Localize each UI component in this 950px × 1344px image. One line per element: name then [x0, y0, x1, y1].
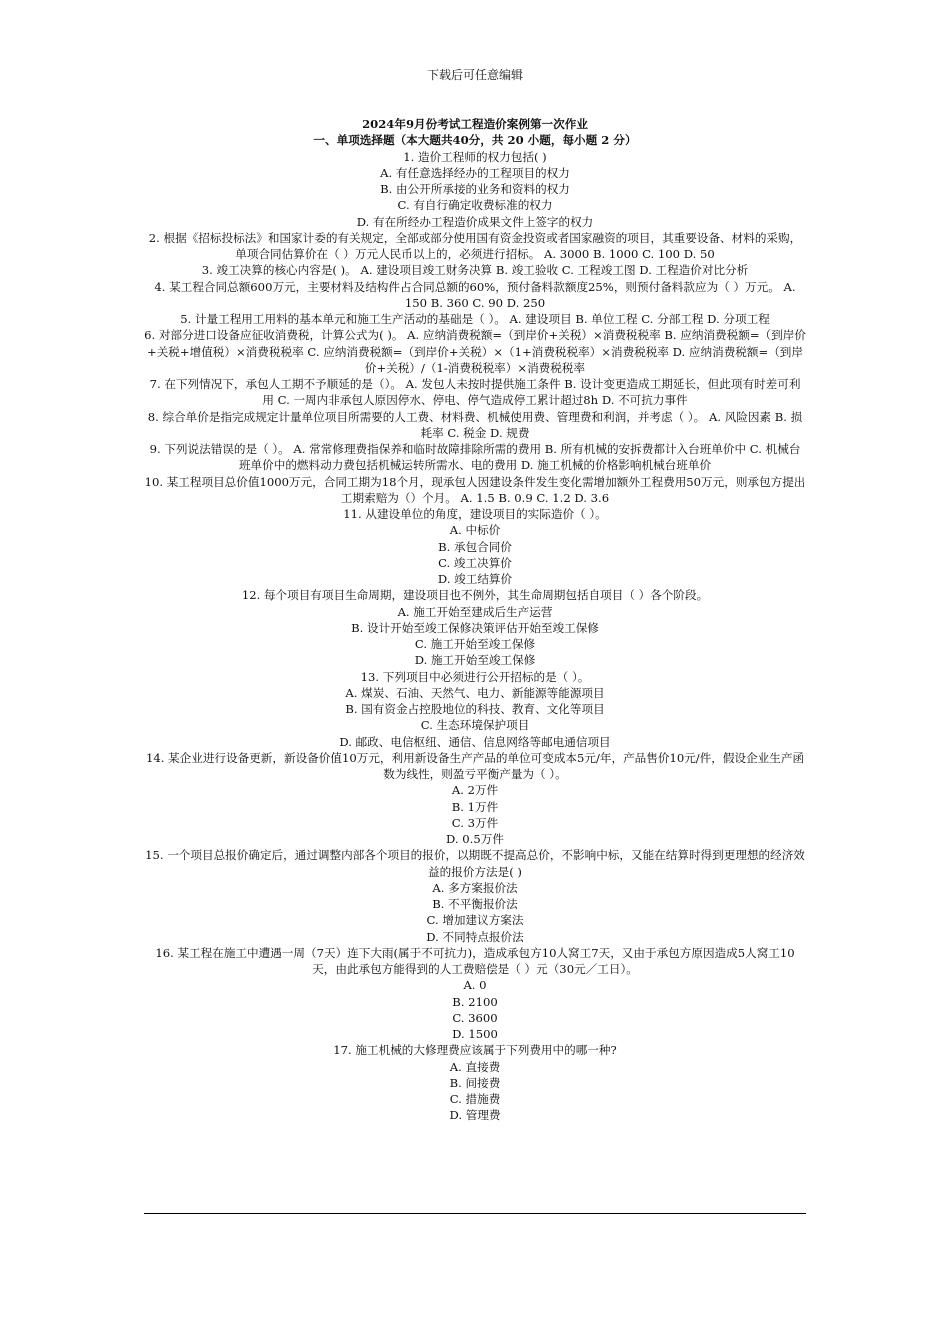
question-item: [144, 262, 806, 278]
answer-option: C. 3万件: [451, 815, 499, 830]
answer-option: C. 增加建议方案法: [426, 913, 524, 928]
question-item: [144, 474, 806, 507]
question-text: 6. 对部分进口设备应征收消费税，计算公式为( )。 A. 应纳消费税额=（到岸价+关税）×消费税税率 B. 应纳消费税额=（到岸价+关税+增值税）×消费税税率 C. 应纳消费税额=（到岸价+关税）×（1+消费税税率）×消费税税率 D. 应纳消费税额=（到岸价+关税）/（1-消费税税率）×消费税税率: [144, 328, 806, 375]
page-header: 下载后可任意编辑: [426, 68, 523, 82]
question-text: 14. 某企业进行设备更新，新设备价值10万元，利用新设备生产产品的单位可变成本5元/年，产品售价10元/件，假设企业生产函数为线性，则盈亏平衡产量为（ ）。: [145, 750, 805, 781]
answer-option: D. 有在所经办工程造价成果文件上签字的权力: [356, 214, 594, 229]
question-text: 5. 计量工程用工用料的基本单元和施工生产活动的基础是（ ）。 A. 建设项目 B. 单位工程 C. 分部工程 D. 分项工程: [180, 312, 770, 326]
answer-option: C. 施工开始至竣工保修: [414, 637, 536, 651]
question-item: [144, 587, 806, 668]
bottom-divider: [144, 1213, 806, 1214]
question-text: 17. 施工机械的大修理费应该属于下列费用中的哪一种?: [333, 1043, 617, 1058]
answer-option: D. 竣工结算价: [437, 572, 513, 586]
question-item: [144, 376, 806, 409]
question-item: [144, 327, 806, 376]
question-item: [144, 750, 806, 848]
question-text: 13. 下列项目中必须进行公开招标的是（ ）。: [360, 669, 590, 684]
question-text: 10. 某工程项目总价值1000万元，合同工期为18个月，现承包人因建设条件发生变化需增加额外工程费用50万元，则承包方提出工期索赔为（）个月。 A. 1.5 B. 0.9 C. 1.2 D. 3.6: [144, 474, 806, 505]
question-item: [144, 279, 806, 312]
question-text: 4. 某工程合同总额600万元，主要材料及结构件占合同总额的60%，预付备料款额度25%，则预付备料款应为（ ）万元。 A. 150 B. 360 C. 90 D. 250: [154, 279, 796, 310]
question-text: 7. 在下列情况下，承包人工期不予顺延的是（）。 A. 发包人未按时提供施工条件 B. 设计变更造成工期延长，但此项有时差可利用 C. 一周内非承包人原因停水、停电、停气造成停工累计超过8h D. 不可抗力事件: [149, 377, 801, 408]
answer-option: C. 措施费: [449, 1092, 501, 1106]
document-body: [144, 116, 806, 1124]
answer-option: A. 有任意选择经办的工程项目的权力: [380, 165, 570, 180]
answer-option: D. 管理费: [449, 1108, 501, 1123]
answer-option: A. 多方案报价法: [432, 880, 518, 895]
question-text: 15. 一个项目总报价确定后，通过调整内部各个项目的报价，以期既不提高总价，不影响中标，又能在结算时得到更理想的经济效益的报价方法是( ): [145, 848, 805, 879]
question-text: 12. 每个项目有项目生命周期，建设项目也不例外，其生命周期包括自项目（ ）各个阶段。: [241, 588, 709, 603]
answer-option: B. 设计开始至竣工保修决策评估开始至竣工保修: [351, 620, 599, 635]
question-list: [144, 149, 806, 1124]
question-item: [144, 311, 806, 327]
question-text: 8. 综合单价是指完成规定计量单位项目所需要的人工费、材料费、机械使用费、管理费和利润，并考虑（ ）。 A. 风险因素 B. 损耗率 C. 税金 D. 规费: [147, 409, 803, 440]
answer-option: A. 中标价: [449, 523, 501, 538]
question-item: [144, 149, 806, 230]
section-title: 一、单项选择题（本大题共40分，共 20 小题，每小题 2 分）: [313, 133, 637, 148]
question-text: 16. 某工程在施工中遭遇一周（7天）连下大雨(属于不可抗力)，造成承包方10人窝工7天，又由于承包方原因造成5人窝工10天，由此承包方能得到的人工费赔偿是（ ）元（30元／工日）。: [155, 945, 795, 976]
answer-option: D. 0.5万件: [446, 832, 504, 846]
answer-option: D. 施工开始至竣工保修: [414, 653, 536, 668]
question-item: [144, 847, 806, 945]
answer-option: A. 煤炭、石油、天然气、电力、新能源等能源项目: [345, 685, 605, 700]
answer-option: A. 0: [463, 978, 487, 993]
question-item: [144, 1042, 806, 1123]
answer-option: B. 2100: [452, 994, 498, 1009]
answer-option: B. 不平衡报价法: [432, 897, 518, 911]
answer-option: C. 生态环境保护项目: [420, 718, 530, 733]
answer-option: D. 1500: [452, 1027, 498, 1041]
document-title: 2024年9月份考试工程造价案例第一次作业: [362, 117, 588, 131]
answer-option: B. 由公开所承接的业务和资料的权力: [380, 182, 570, 196]
question-text: 11. 从建设单位的角度，建设项目的实际造价（ ）。: [343, 507, 607, 521]
question-item: [144, 441, 806, 474]
question-item: [144, 669, 806, 750]
answer-option: B. 国有资金占控股地位的科技、教育、文化等项目: [345, 702, 605, 716]
question-item: [144, 230, 806, 263]
answer-option: A. 施工开始至建成后生产运营: [397, 604, 553, 619]
question-text: 9. 下列说法错误的是（ ）。 A. 常常修理费指保养和临时故障排除所需的费用 B. 所有机械的安拆费都计入台班单价中 C. 机械台班单价中的燃料动力费包括机械运转所需水、电的费用 D. 施工机械的价格影响机械台班单价: [149, 442, 801, 473]
answer-option: C. 3600: [452, 1010, 498, 1025]
answer-option: B. 间接费: [449, 1075, 501, 1090]
question-item: [144, 945, 806, 1043]
answer-option: D. 不同特点报价法: [426, 929, 524, 944]
answer-option: A. 2万件: [451, 783, 499, 798]
question-item: [144, 409, 806, 442]
question-item: [144, 506, 806, 587]
answer-option: C. 竣工决算价: [438, 555, 512, 570]
answer-option: D. 邮政、电信枢纽、通信、信息网络等邮电通信项目: [339, 734, 611, 749]
question-text: 3. 竣工决算的核心内容是( )。 A. 建设项目竣工财务决算 B. 竣工验收 C. 工程竣工图 D. 工程造价对比分析: [201, 263, 749, 278]
question-text: 1. 造价工程师的权力包括( ): [403, 149, 547, 164]
answer-option: A. 直接费: [449, 1059, 501, 1074]
answer-option: B. 承包合同价: [438, 539, 512, 554]
answer-option: C. 有自行确定收费标准的权力: [397, 198, 553, 213]
answer-option: B. 1万件: [451, 799, 499, 814]
question-text: 2. 根据《招标投标法》和国家计委的有关规定，全部或部分使用国有资金投资或者国家融资的项目，其重要设备、材料的采购，单项合同估算价在（ ）万元人民币以上的，必须进行招标。 A. 3000 B. 1000 C. 100 D. 50: [148, 230, 802, 261]
